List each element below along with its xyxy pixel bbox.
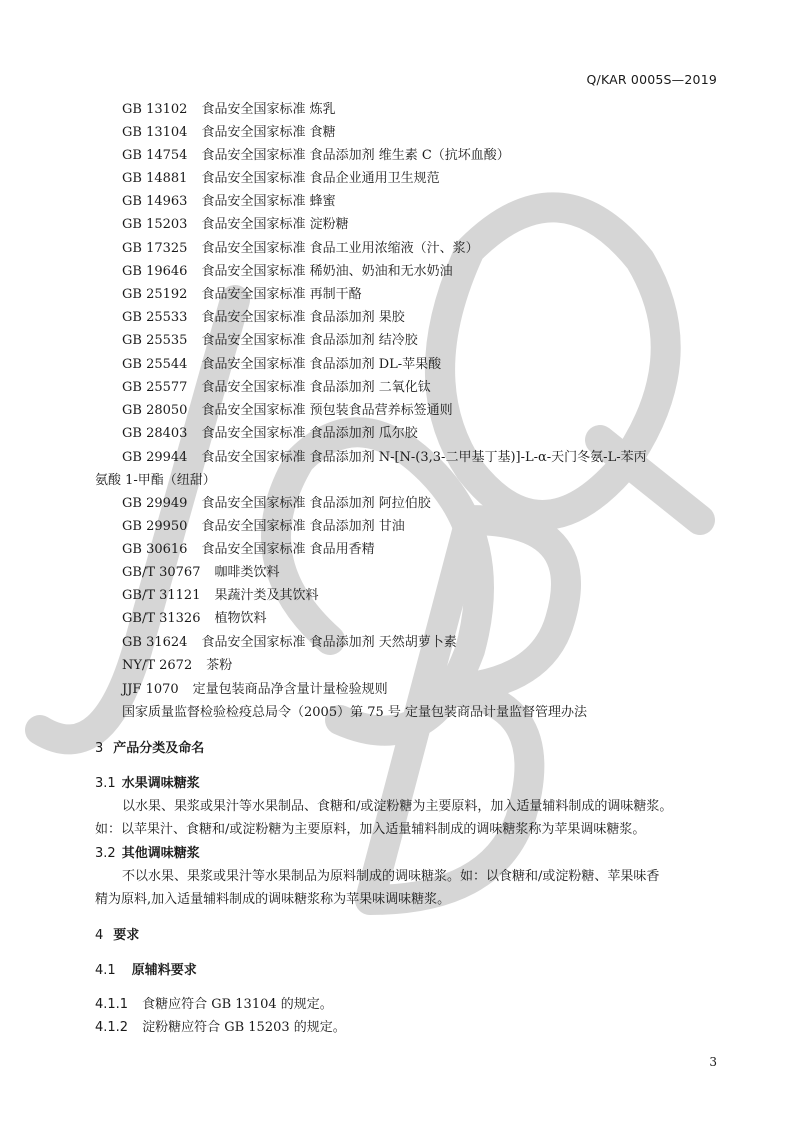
section-heading	[95, 740, 204, 758]
standard-code: GB 13102	[122, 102, 188, 117]
standard-code: GB 28403	[122, 426, 188, 441]
standard-title: 食品安全国家标准 食糖	[201, 125, 336, 140]
standard-code: GB/T 31326	[122, 611, 201, 626]
subsection-title: 水果调味糖浆	[121, 776, 200, 791]
standard-code: GB 13104	[122, 125, 188, 140]
standard-title: 食品安全国家标准 食品添加剂 N-[N-(3,3-二甲基丁基)]-L-α-天门冬氨-L-苯丙	[201, 450, 647, 465]
standard-title: 茶粉	[206, 658, 233, 673]
standard-entry	[122, 587, 319, 605]
standard-title: 果蔬汁类及其饮料	[214, 588, 319, 603]
standard-entry	[122, 634, 457, 652]
paragraph-line: 精为原料,加入适量辅料制成的调味糖浆称为苹果味调味糖浆。	[95, 892, 451, 907]
standard-entry	[122, 356, 441, 374]
clause-item	[95, 996, 333, 1014]
standard-title: 食品安全国家标准 蜂蜜	[201, 194, 336, 209]
standard-title: 食品安全国家标准 再制干酪	[201, 287, 362, 302]
standard-entry	[122, 681, 388, 699]
standard-entry	[122, 449, 647, 467]
paragraph-line: 不以水果、果浆或果汁等水果制品为原料制成的调味糖浆。如：以食糖和/或淀粉糖、苹果味香	[122, 869, 660, 884]
standard-title: 食品安全国家标准 稀奶油、奶油和无水奶油	[201, 264, 453, 279]
standard-entry	[122, 564, 280, 582]
subsection-heading	[95, 962, 197, 980]
standard-code: GB 14881	[122, 171, 188, 186]
standard-code: JJF 1070	[122, 682, 179, 697]
standard-entry	[122, 240, 479, 258]
standard-entry	[122, 495, 431, 513]
standard-code: GB 29949	[122, 496, 188, 511]
standard-title: 食品安全国家标准 食品添加剂 二氧化钛	[201, 380, 431, 395]
section-title: 要求	[113, 928, 140, 943]
standard-code: GB/T 30767	[122, 565, 201, 580]
standard-entry	[122, 518, 405, 536]
page-number: 3	[709, 1055, 717, 1069]
section-heading	[95, 927, 139, 945]
clause-number: 4.1.2	[95, 1020, 129, 1035]
standard-title: 食品安全国家标准 炼乳	[201, 102, 336, 117]
standard-entry	[122, 541, 375, 559]
subsection-heading	[95, 845, 200, 863]
section-number: 3	[95, 741, 104, 756]
standard-title: 食品安全国家标准 食品添加剂 结冷胶	[201, 333, 418, 348]
standard-entry	[122, 170, 440, 188]
standard-title: 食品安全国家标准 食品添加剂 甘油	[201, 519, 405, 534]
subsection-title: 原辅料要求	[131, 963, 197, 978]
standard-title: 食品安全国家标准 食品添加剂 维生素 C（抗坏血酸）	[201, 148, 510, 163]
section-number: 4	[95, 928, 104, 943]
subsection-number: 3.2	[95, 846, 116, 861]
standard-entry-continuation: 氨酸 1-甲酯（纽甜）	[95, 473, 216, 488]
paragraph-line: 以水果、果浆或果汁等水果制品、食糖和/或淀粉糖为主要原料，加入适量辅料制成的调味糖浆。	[122, 799, 673, 814]
section-title: 产品分类及命名	[113, 741, 205, 756]
standard-entry	[122, 704, 587, 722]
standard-title: 食品安全国家标准 食品用香精	[201, 542, 375, 557]
standard-title: 食品安全国家标准 食品添加剂 阿拉伯胶	[201, 496, 431, 511]
standard-code: GB/T 31121	[122, 588, 201, 603]
standard-code: GB 14963	[122, 194, 188, 209]
standard-title: 食品安全国家标准 食品添加剂 DL-苹果酸	[201, 357, 442, 372]
standard-entry	[122, 124, 336, 142]
standard-title: 食品安全国家标准 食品添加剂 天然胡萝卜素	[201, 635, 457, 650]
standard-code: GB 29950	[122, 519, 188, 534]
clause-item	[95, 1019, 346, 1037]
standard-code: GB 25577	[122, 380, 188, 395]
standard-code: GB 14754	[122, 148, 188, 163]
standard-entry	[122, 610, 267, 628]
standard-entry	[122, 286, 362, 304]
standard-title: 食品安全国家标准 预包装食品营养标签通则	[201, 403, 453, 418]
standard-code: GB 28050	[122, 403, 188, 418]
subsection-heading	[95, 775, 200, 793]
standard-title: 定量包装商品净含量计量检验规则	[192, 682, 388, 697]
standard-title: 食品安全国家标准 淀粉糖	[201, 217, 349, 232]
standard-code: GB 25535	[122, 333, 188, 348]
standard-code: GB 17325	[122, 241, 188, 256]
standard-code: GB 31624	[122, 635, 188, 650]
standard-title: 国家质量监督检验检疫总局令（2005）第 75 号 定量包装商品计量监督管理办法	[122, 705, 588, 720]
standard-entry	[122, 309, 405, 327]
standard-code: GB 30616	[122, 542, 188, 557]
document-code: Q/KAR 0005S—2019	[586, 72, 717, 87]
standard-entry	[122, 402, 453, 420]
clause-number: 4.1.1	[95, 997, 129, 1012]
standard-code: GB 25544	[122, 357, 188, 372]
standard-title: 食品安全国家标准 食品企业通用卫生规范	[201, 171, 440, 186]
standard-code: GB 25533	[122, 310, 188, 325]
paragraph-line: 如：以苹果汁、食糖和/或淀粉糖为主要原料，加入适量辅料制成的调味糖浆称为苹果调味糖浆。	[95, 822, 646, 837]
standard-code: GB 15203	[122, 217, 188, 232]
standard-entry	[122, 263, 453, 281]
standard-title: 食品安全国家标准 食品添加剂 瓜尔胶	[201, 426, 418, 441]
standard-title: 食品安全国家标准 食品添加剂 果胶	[201, 310, 405, 325]
standard-title: 植物饮料	[214, 611, 267, 626]
standard-entry	[122, 332, 418, 350]
standard-code: GB 25192	[122, 287, 188, 302]
standard-entry	[122, 216, 349, 234]
standard-code: GB 29944	[122, 450, 188, 465]
subsection-title: 其他调味糖浆	[121, 846, 200, 861]
standard-entry	[122, 193, 336, 211]
subsection-number: 4.1	[95, 963, 116, 978]
standard-entry	[122, 657, 232, 675]
clause-text: 淀粉糖应符合 GB 15203 的规定。	[142, 1020, 346, 1035]
subsection-number: 3.1	[95, 776, 116, 791]
standard-entry	[122, 147, 510, 165]
standard-title: 食品安全国家标准 食品工业用浓缩液（汁、浆）	[201, 241, 479, 256]
standard-code: NY/T 2672	[122, 658, 193, 673]
standard-title: 咖啡类饮料	[214, 565, 280, 580]
standard-code: GB 19646	[122, 264, 188, 279]
standard-entry	[122, 425, 418, 443]
standard-entry	[122, 101, 336, 119]
clause-text: 食糖应符合 GB 13104 的规定。	[142, 997, 333, 1012]
standard-entry	[122, 379, 431, 397]
